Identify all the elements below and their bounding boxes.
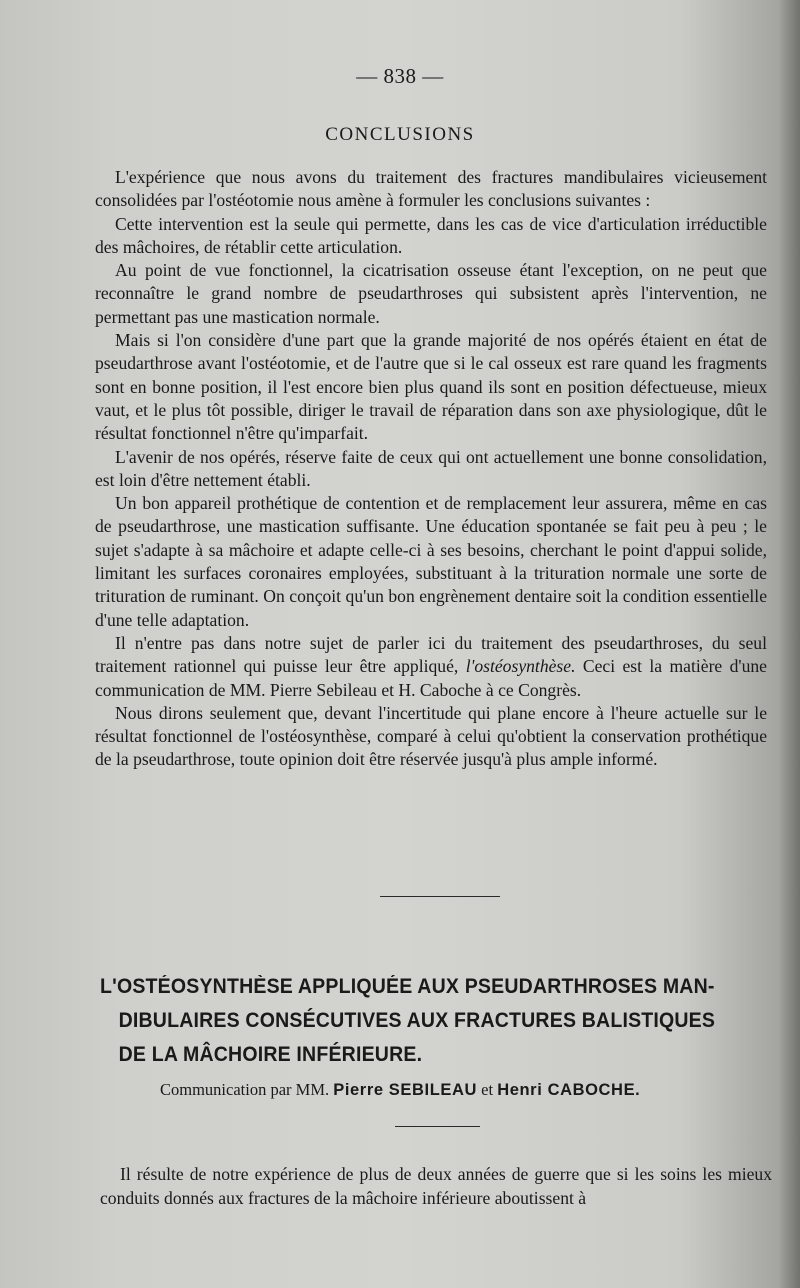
page-edge-shadow [778, 0, 800, 1288]
paragraph: Un bon appareil prothétique de contention et de remplacement leur assurera, même en cas de pseudarthrose, une mastication suffisante. Une éducation spontanée se fait peu à peu ; le sujet s'adapte à sa mâchoire et adapte celle-ci à ses besoins, cherchant le point d'appui solide, limitant les surfaces coronaires employées, substituant à la trituration normale une sorte de trituration de ruminant. On conçoit qu'un bon engrènement dentaire soit la condition essentielle d'une telle adaptation. [95, 493, 767, 630]
paragraph-text: Ceci est la matière d'une communication de MM. Pierre Sebileau et H. Caboche à ce Congrès. [95, 656, 767, 700]
paragraph: Cette intervention est la seule qui permette, dans les cas de vice d'articulation irréductible des mâchoires, de rétablir cette articulation. [95, 213, 767, 257]
article-title-line: DIBULAIRES CONSÉCUTIVES AUX FRACTURES BALISTIQUES [118, 1009, 716, 1032]
section-heading: CONCLUSIONS [325, 124, 475, 145]
paragraph: L'expérience que nous avons du traitement des fractures mandibulaires vicieusement consolidées par l'ostéotomie nous amène à formuler les conclusions suivantes : [95, 167, 767, 211]
italic-term: l'ostéosynthèse. [465, 656, 576, 677]
byline [160, 1080, 760, 1100]
paragraph: Mais si l'on considère d'une part que la grande majorité de nos opérés étaient en état de pseudarthrose avant l'ostéotomie, et de l'autre que si le cal osseux est rare quand les fragments sont en bonne position, il l'est encore bien plus quand ils sont en position défectueuse, mieux vaut, et le plus tôt possible, diriger le travail de réparation dans son axe physiologique, dût le résultat fonctionnel n'être qu'imparfait. [95, 330, 767, 444]
author-name: Henri CABOCHE. [497, 1081, 641, 1099]
section-divider [380, 896, 500, 897]
paragraph: L'avenir de nos opérés, réserve faite de ceux qui ont actuellement une bonne consolidation, est loin d'être nettement établi. [95, 446, 767, 490]
paragraph: Il résulte de notre expérience de plus de deux années de guerre que si les soins les mieux conduits donnés aux fractures de la mâchoire inférieure aboutissent à [100, 1164, 772, 1208]
byline-prefix: Communication par MM. [160, 1080, 330, 1099]
byline-conjunction: et [481, 1080, 494, 1099]
paragraph [95, 632, 767, 702]
paragraph: Au point de vue fonctionnel, la cicatrisation osseuse étant l'exception, on ne peut que reconnaître le grand nombre de pseudarthroses qui subsistent après l'intervention, ne permettant pas une mastication normale. [95, 260, 767, 327]
paragraph: Nous dirons seulement que, devant l'incertitude qui plane encore à l'heure actuelle sur le résultat fonctionnel de l'ostéosynthèse, comparé à celui qu'obtient la conservation prothétique de la pseudarthrose, toute opinion doit être réservée jusqu'à plus ample informé. [95, 702, 767, 770]
article-title [100, 970, 771, 1072]
paragraph-text: Il n'entre pas dans notre sujet de parler ici du traitement des pseudarthroses, du seul traitement rationnel qui puisse leur être appliqué, [95, 632, 767, 677]
conclusions-body [95, 166, 767, 772]
page-number: — 838 — [356, 64, 444, 88]
author-name: Pierre SEBILEAU [333, 1081, 478, 1099]
article-title-line: L'OSTÉOSYNTHÈSE APPLIQUÉE AUX PSEUDARTHROSES MAN- [100, 975, 715, 998]
article-title-line: DE LA MÂCHOIRE INFÉRIEURE. [118, 1043, 423, 1066]
article-body [100, 1162, 772, 1210]
section-divider [395, 1126, 480, 1127]
